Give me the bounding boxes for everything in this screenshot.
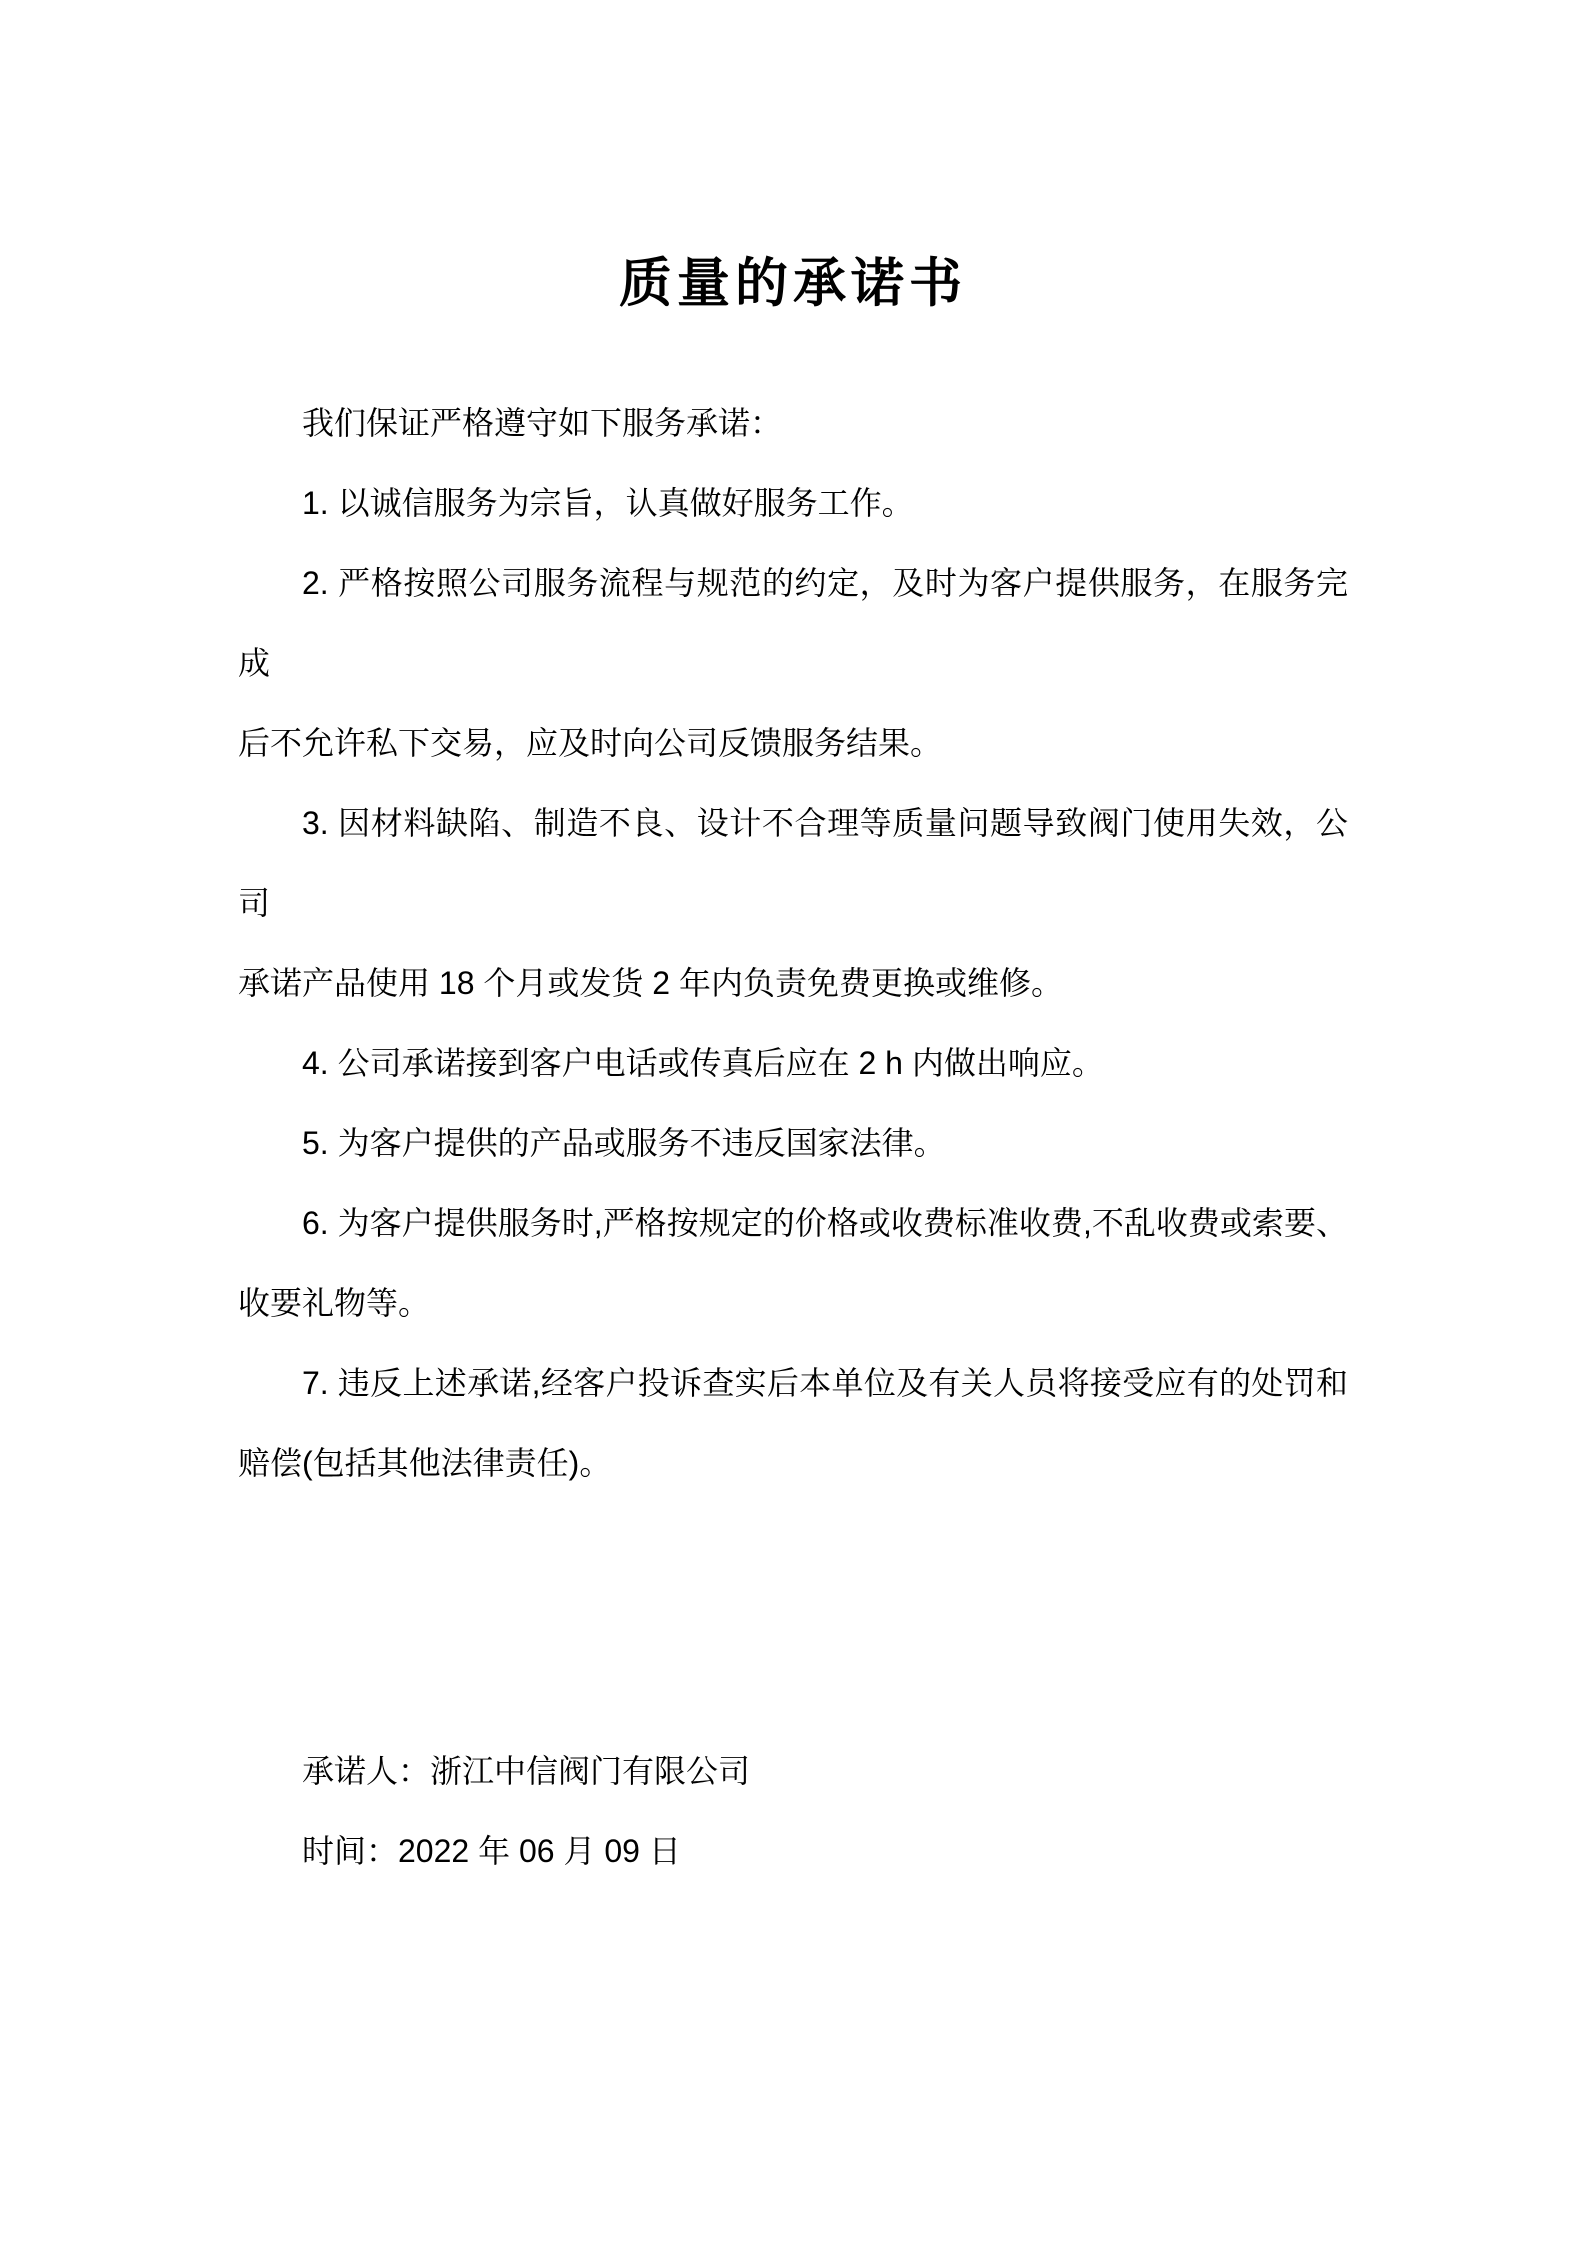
document-title: 质量的承诺书 [619,254,967,313]
document-body [238,383,1348,1503]
item-6-line-1: 6. 为客户提供服务时,严格按规定的价格或收费标准收费,不乱收费或索要、 [302,1205,1348,1241]
item-7-line-1: 7. 违反上述承诺,经客户投诉查实后本单位及有关人员将接受应有的处罚和 [302,1365,1348,1401]
item-6-line-2: 收要礼物等。 [238,1285,431,1321]
item-2-line-2: 后不允许私下交易，应及时向公司反馈服务结果。 [238,725,943,761]
item-7-line-2: 赔偿(包括其他法律责任)。 [238,1445,612,1481]
item-3-line-2: 承诺产品使用 18 个月或发货 2 年内负责免费更换或维修。 [238,965,1063,1001]
item-2-line-1: 2. 严格按照公司服务流程与规范的约定，及时为客户提供服务，在服务完成 [238,565,1348,681]
item-5-line: 5. 为客户提供的产品或服务不违反国家法律。 [302,1125,946,1161]
item-3-line-1: 3. 因材料缺陷、制造不良、设计不合理等质量问题导致阀门使用失效，公司 [238,805,1348,921]
date-line: 时间：2022 年 06 月 09 日 [302,1833,681,1869]
signature-block [238,1731,1348,1891]
item-1-line: 1. 以诚信服务为宗旨，认真做好服务工作。 [302,485,914,521]
intro-line: 我们保证严格遵守如下服务承诺： [302,405,783,441]
item-4-line: 4. 公司承诺接到客户电话或传真后应在 2 h 内做出响应。 [302,1045,1104,1081]
signatory-line: 承诺人：浙江中信阀门有限公司 [302,1753,751,1789]
